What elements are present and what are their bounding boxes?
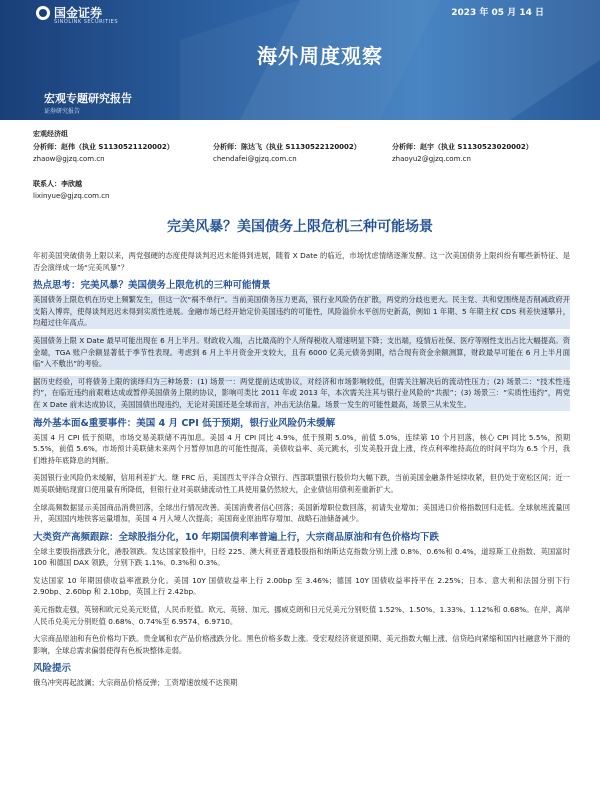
contact-label: 联系人：李欣越 (33, 180, 82, 188)
analyst-2 (213, 141, 361, 165)
contact-email: lixinyue@gjzq.com.cn (33, 192, 110, 200)
analyst-1-email: zhaow@gjzq.com.cn (33, 155, 105, 163)
analyst-1 (33, 141, 174, 165)
paragraph: 美国银行业风险仍未缓解，信用利差扩大。继 FRC 后，美国西太平洋合众银行、西部联盟银行股价均大幅下跌，当前美国金融条件延续收紧，但仍处于宽松区间；近一周美联储贴现窗口使用量有所降低，但银行业对美联储流动性工具使用量仍然较大，企业债信用债利差重新扩大。 (33, 473, 570, 494)
section-heading-hot-topic: 热点思考：完美风暴？美国债务上限危机的三种可能情景 (33, 280, 271, 292)
risk-text: 俄乌冲突再起波澜；大宗商品价格反弹；工资增速放缓不达预期 (33, 678, 238, 688)
analyst-group-label: 宏观经济组 (33, 130, 68, 138)
analyst-2-label: 分析师：陈达飞（执业 S1130522120002） (213, 143, 361, 151)
document-title: 完美风暴？美国债务上限危机三种可能场景 (167, 219, 433, 235)
company-en: SINOLINK SECURITIES (54, 19, 118, 25)
paragraph: 美国 4 月 CPI 低于预期，市场交易美联储不再加息。美国 4 月 CPI 同比 4.9%，低于预期 5.0%，前值 5.0%，连续第 10 个月回落，核心 CPI 同比 5.5%，预期 5.5%，前值 5.6%。市场预计美联储未来两个月暂停加息的可能性提高，美债收益率、美元跳水，引发美股开盘上涨，终点利率维持高位的时间平均为 6.5 个月，我们维持年底降息的判断。 (33, 432, 570, 465)
company-name: 国金证券 (54, 6, 103, 20)
section-heading-risk: 风险提示 (33, 663, 72, 675)
intro-paragraph: 年初美国突破债务上限以来，两党强硬的态度使得谈判迟迟未能得到进展，随着 X Date 的临近，市场忧虑情绪逐渐发酵。这一次美国债务上限纠纷有哪些新特征、是否会演绎成一场“完美风暴”？ (33, 251, 570, 272)
section-heading-assets: 大类资产高频跟踪：全球股指分化，10 年期国债利率普遍上行，大宗商品原油和有色价格均下跌 (33, 531, 440, 543)
analyst-1-label: 分析师：赵伟（执业 S1130521120002） (33, 143, 174, 151)
report-date: 2023 年 05 月 14 日 (451, 8, 544, 18)
page-title: 海外周度观察 (257, 44, 383, 68)
report-body (33, 250, 570, 688)
paragraph: 大宗商品原油和有色价格均下跌。贵金属和农产品价格涨跌分化。黑色价格多数上涨。受宏观经济衰退预期、美元指数大幅上涨、信贷趋向紧缩和国内社融意外下滑的影响，全球总需求偏弱使得有色板块整体走弱。 (33, 634, 570, 655)
contact (33, 178, 110, 202)
paragraph: 美国债务上限 X Date 最早可能出现在 6 月上半月。财政收入端，占比最高的个人所得税收入增速明显下降；支出端，疫情后社保、医疗等刚性支出占比大幅提高。资金端，TGA 账户余额显著低于季节性表现。考虑到 6 月上半月资金开支较大，且有 6000 亿美元债务到期，结合现有资金余额测算，财政最早可能在 6 月上半月面临“入不敷出”的考验。 (33, 335, 570, 369)
header-banner (0, 0, 600, 120)
section-heading-fundamentals: 海外基本面&重要事件：美国 4 月 CPI 低于预期，银行业风险仍未缓解 (33, 417, 336, 429)
report-subtype: 证券研究报告 (44, 108, 81, 115)
report-type: 宏观专题研究报告 (44, 92, 132, 105)
paragraph: 全球主要股指涨跌分化，港股领跌。发达国家股指中，日经 225、澳大利亚普通股股指和纳斯达克指数分别上涨 0.8%、0.6%和 0.4%，道琼斯工业指数、英国富时 100 和德国 DAX 领跌，分别下跌 1.1%、0.3%和 0.3%。 (33, 546, 570, 568)
analyst-3 (392, 141, 533, 165)
analyst-2-email: chendafei@gjzq.com.cn (213, 155, 297, 163)
paragraph: 发达国家 10 年期国债收益率涨跌分化。美国 10Y 国债收益率上行 2.00bp 至 3.46%；德国 10Y 国债收益率持平在 2.25%；日本、意大利和法国分别下行 2.90bp、2.60bp 和 2.10bp，英国上行 2.42bp。 (33, 575, 570, 597)
paragraph: 美国债务上限危机在历史上频繁发生，但这一次“祸不单行”。当前美国债务压力更高，银行业风险仍在扩散，两党的分歧也更大。民主党、共和党围绕是否削减政府开支陷入博弈，使得谈判迟迟未得到实质性进展。金融市场已经开始定价美国违约的可能性，风险溢价水平创历史新高，例如 1 年期、5 年期主权 CDS 利差快速攀升，均超过往年高点。 (33, 295, 570, 328)
logo-icon (36, 6, 50, 20)
paragraph: 据历史经验，可将债务上限的演绎归为三种场景：(1) 场景一：两党提前达成协议，对经济和市场影响较低，但需关注解决后的流动性压力；(2) 场景二：“技术性违约”，在临近违约前艰难达成或暂停美国债务上限的协议，影响可类比 2011 年或 2013 年，本次需关注其与银行业风险的“共振”；(3) 场景三：“实质性违约”，两党在 X Date 前未达成协议，美国国债出现违约，无论对美国还是全球而言，冲击无法估量。场景一发生的可能性最高，场景三从未发生。 (33, 376, 570, 409)
paragraph: 全球高频数据显示美国商品消费回落，全球出行情况改善。美国消费者信心回落；美国新增职位数回落，初请失业增加；美国进口价格指数回归走低。全球航班流量回升，美国国内地铁客运量增加，美国 4 月入境人次提高；美国商业原油库存增加、战略石油储备减少。 (33, 502, 570, 524)
paragraph: 美元指数走强，英镑和欧元兑美元贬值，人民币贬值。欧元、英镑、加元、挪威克朗和日元兑美元分别贬值 1.52%、1.50%、1.33%、1.12%和 0.68%。在岸、离岸人民币兑美元分别贬值 0.68%、0.74%至 6.9574、6.9710。 (33, 605, 570, 626)
analyst-3-label: 分析师：赵宇（执业 S1130523020002） (392, 143, 533, 151)
analyst-3-email: zhaoyu2@gjzq.com.cn (392, 155, 471, 163)
